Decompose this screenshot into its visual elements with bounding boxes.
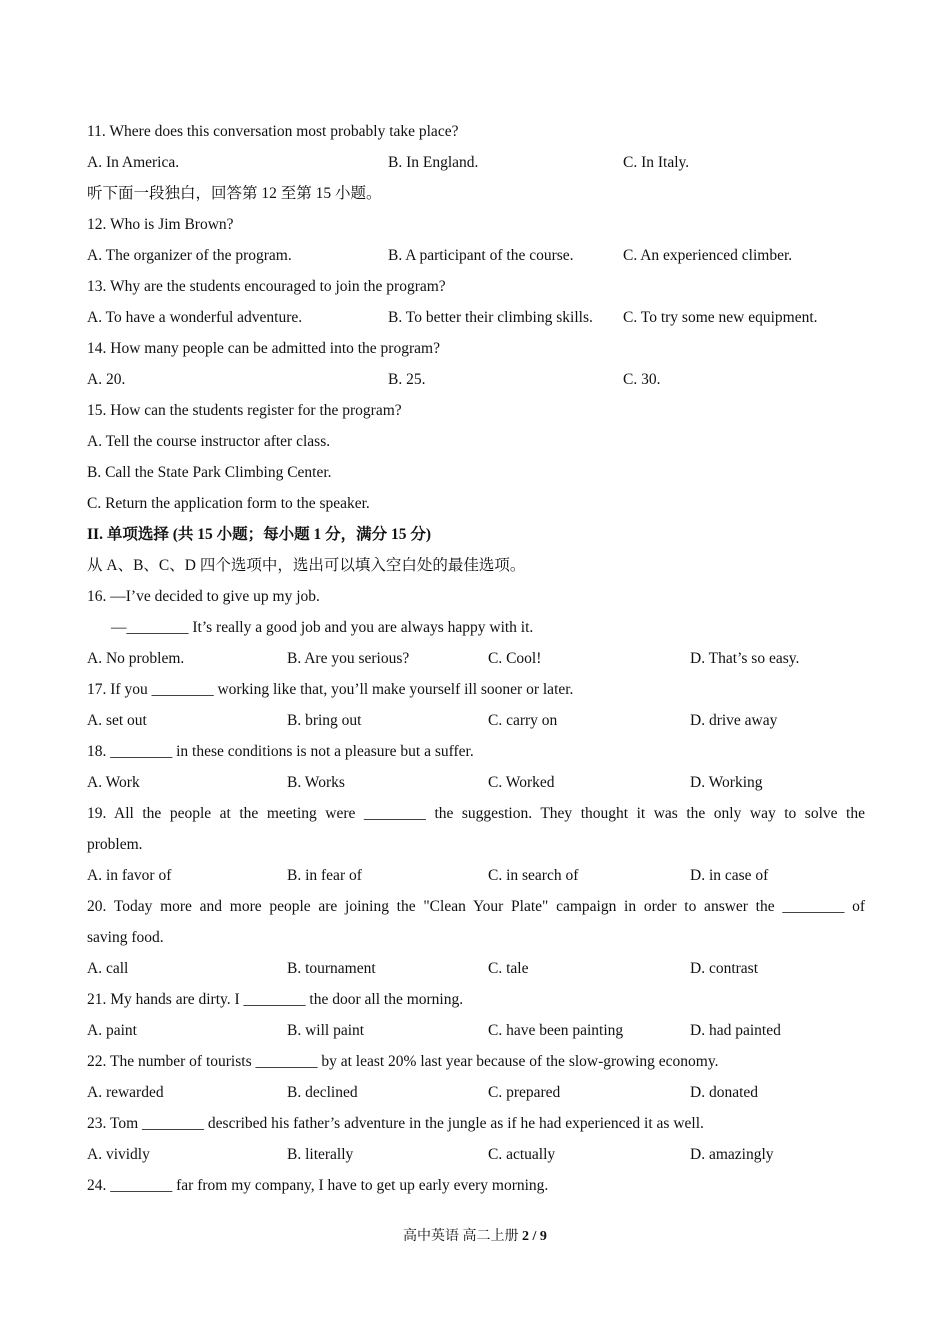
q14-options <box>87 364 865 395</box>
q21-option-b: B. will paint <box>287 1022 365 1039</box>
q17-option-b: B. bring out <box>287 712 362 729</box>
q13-stem: 13. Why are the students encouraged to join the program? <box>87 278 446 295</box>
q14-option-c: C. 30. <box>623 371 661 388</box>
q12-option-a: A. The organizer of the program. <box>87 247 292 264</box>
q19-stem-continued: problem. <box>87 836 143 853</box>
q15-option-b: B. Call the State Park Climbing Center. <box>87 464 332 481</box>
q22-options <box>87 1077 865 1108</box>
q18-options <box>87 767 865 798</box>
footer-label: 高中英语 高二上册 <box>403 1229 519 1244</box>
q20-options <box>87 953 865 984</box>
q16-option-d: D. That’s so easy. <box>690 650 800 667</box>
q11-options <box>87 147 865 178</box>
q19-options <box>87 860 865 891</box>
q12-stem: 12. Who is Jim Brown? <box>87 216 234 233</box>
q22-option-c: C. prepared <box>488 1084 561 1101</box>
q20-option-a: A. call <box>87 960 129 977</box>
page-number: 2 / 9 <box>522 1229 547 1244</box>
q21-option-a: A. paint <box>87 1022 137 1039</box>
q23-option-a: A. vividly <box>87 1146 150 1163</box>
q15-option-c: C. Return the application form to the speaker. <box>87 495 370 512</box>
q15-option-a: A. Tell the course instructor after class. <box>87 433 331 450</box>
q21-options <box>87 1015 865 1046</box>
q20-option-d: D. contrast <box>690 960 759 977</box>
q15-stem: 15. How can the students register for the program? <box>87 402 402 419</box>
q16-option-a: A. No problem. <box>87 650 185 667</box>
section-2-instruction: 从 A、B、C、D 四个选项中，选出可以填入空白处的最佳选项。 <box>87 557 526 574</box>
q20-option-b: B. tournament <box>287 960 376 977</box>
q21-option-c: C. have been painting <box>488 1022 624 1039</box>
q20-stem-continued: saving food. <box>87 929 164 946</box>
q18-stem: 18. ________ in these conditions is not a pleasure but a suffer. <box>87 743 474 760</box>
q17-option-d: D. drive away <box>690 712 778 729</box>
q12-option-c: C. An experienced climber. <box>623 247 793 264</box>
q13-option-c: C. To try some new equipment. <box>623 309 818 326</box>
q14-option-a: A. 20. <box>87 371 126 388</box>
q19-stem: 19. All the people at the meeting were ________ the suggestion. They thought it was the only way to solve the <box>87 805 865 822</box>
q23-stem: 23. Tom ________ described his father’s adventure in the jungle as if he had experienced it as well. <box>87 1115 704 1132</box>
q16-stem: 16. —I’ve decided to give up my job. <box>87 588 320 605</box>
q12-options <box>87 240 865 271</box>
q21-stem: 21. My hands are dirty. I ________ the door all the morning. <box>87 991 464 1008</box>
q23-option-c: C. actually <box>488 1146 556 1163</box>
q17-option-c: C. carry on <box>488 712 558 729</box>
q22-option-b: B. declined <box>287 1084 358 1101</box>
q20-option-c: C. tale <box>488 960 529 977</box>
q16-option-b: B. Are you serious? <box>287 650 410 667</box>
q11-option-c: C. In Italy. <box>623 154 690 171</box>
q18-option-d: D. Working <box>690 774 763 791</box>
q11-stem: 11. Where does this conversation most probably take place? <box>87 123 459 140</box>
q22-stem: 22. The number of tourists ________ by at least 20% last year because of the slow-growing economy. <box>87 1053 719 1070</box>
q16-option-c: C. Cool! <box>488 650 542 667</box>
monologue-instruction: 听下面一段独白，回答第 12 至第 15 小题。 <box>87 185 382 202</box>
q19-option-c: C. in search of <box>488 867 579 884</box>
q14-stem: 14. How many people can be admitted into the program? <box>87 340 440 357</box>
exam-page-content <box>87 116 865 1201</box>
q17-stem: 17. If you ________ working like that, you’ll make yourself ill sooner or later. <box>87 681 574 698</box>
q22-option-a: A. rewarded <box>87 1084 164 1101</box>
q11-option-a: A. In America. <box>87 154 180 171</box>
q14-option-b: B. 25. <box>388 371 426 388</box>
q24-stem: 24. ________ far from my company, I have to get up early every morning. <box>87 1177 549 1194</box>
q13-option-b: B. To better their climbing skills. <box>388 309 593 326</box>
q23-option-b: B. literally <box>287 1146 354 1163</box>
q16-options <box>87 643 865 674</box>
q18-option-c: C. Worked <box>488 774 555 791</box>
q13-option-a: A. To have a wonderful adventure. <box>87 309 303 326</box>
q23-option-d: D. amazingly <box>690 1146 774 1163</box>
page-footer <box>0 1226 950 1248</box>
q17-options <box>87 705 865 736</box>
q20-stem: 20. Today more and more people are joining the "Clean Your Plate" campaign in order to answer the ________ of <box>87 898 865 915</box>
q19-option-b: B. in fear of <box>287 867 362 884</box>
q13-options <box>87 302 865 333</box>
q16-reply: —________ It’s really a good job and you are always happy with it. <box>111 619 534 636</box>
q19-option-d: D. in case of <box>690 867 769 884</box>
q21-option-d: D. had painted <box>690 1022 781 1039</box>
q18-option-b: B. Works <box>287 774 345 791</box>
q12-option-b: B. A participant of the course. <box>388 247 574 264</box>
q11-option-b: B. In England. <box>388 154 479 171</box>
q23-options <box>87 1139 865 1170</box>
q19-option-a: A. in favor of <box>87 867 172 884</box>
q18-option-a: A. Work <box>87 774 140 791</box>
q17-option-a: A. set out <box>87 712 147 729</box>
q22-option-d: D. donated <box>690 1084 759 1101</box>
section-2-heading: II. 单项选择 (共 15 小题；每小题 1 分，满分 15 分) <box>87 526 432 543</box>
